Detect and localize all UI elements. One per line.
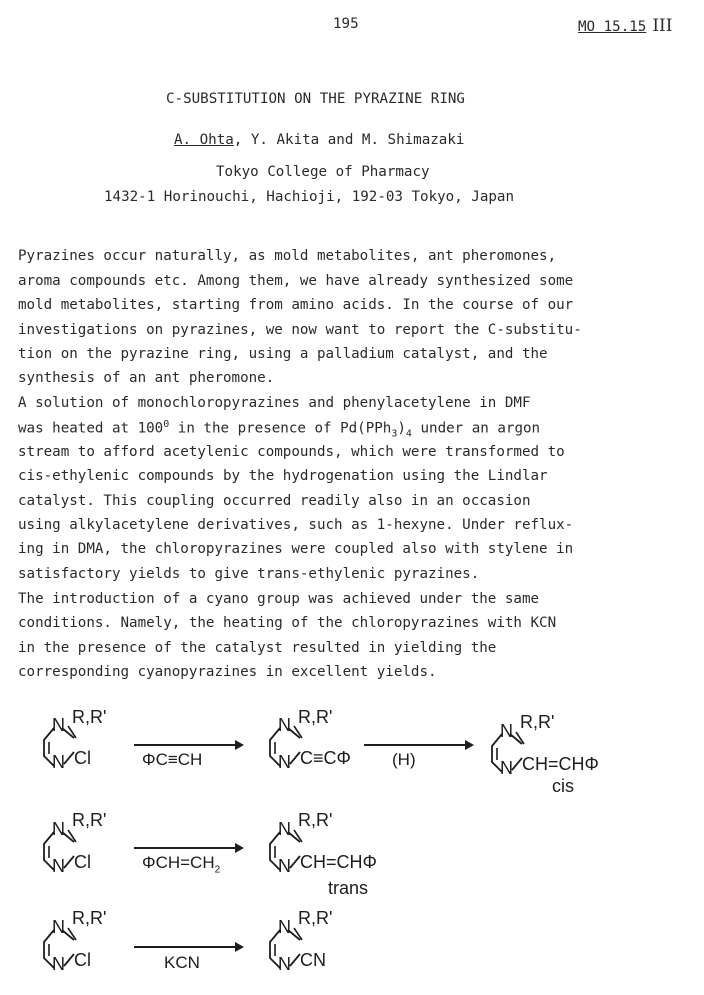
text-run: was heated at 100 <box>18 420 164 437</box>
substituent-label: R,R' <box>298 810 333 830</box>
body-line: synthesis of an ant pheromone. <box>18 370 275 386</box>
reagent-label <box>142 853 220 875</box>
text-run: in the presence of Pd(PPh <box>169 420 392 437</box>
subscript: 4 <box>405 428 412 440</box>
body-line: catalyst. This coupling occurred readily also in an occasion <box>18 493 531 509</box>
ring-nitrogen: N <box>278 752 291 772</box>
body-line: using alkylacetylene derivatives, such as 1-hexyne. Under reflux- <box>18 517 574 533</box>
reagent-subscript: 2 <box>214 864 221 876</box>
reaction-arrow <box>364 744 472 746</box>
page-number: 195 <box>333 16 359 32</box>
substituent-label: R,R' <box>72 707 107 727</box>
reagent-text: ΦCH=CH <box>142 853 215 872</box>
ring-nitrogen: N <box>500 721 513 741</box>
stereo-label: cis <box>552 776 574 796</box>
reagent-label: KCN <box>164 953 200 972</box>
ring-nitrogen: N <box>52 752 65 772</box>
affiliation-line-2: 1432-1 Horinouchi, Hachioji, 192-03 Tokyo, Japan <box>104 189 514 205</box>
body-line: ing in DMA, the chloropyrazines were coupled also with stylene in <box>18 541 574 557</box>
body-line: A solution of monochloropyrazines and phenylacetylene in DMF <box>18 395 531 411</box>
first-author: A. Ohta <box>174 132 234 148</box>
body-line: The introduction of a cyano group was achieved under the same <box>18 591 540 607</box>
reagent-label: (H) <box>392 750 416 769</box>
body-line: in the presence of the catalyst resulted in yielding the <box>18 640 497 656</box>
body-line: stream to afford acetylenic compounds, which were transformed to <box>18 444 565 460</box>
ring-nitrogen: N <box>278 856 291 876</box>
ring-nitrogen: N <box>52 715 65 735</box>
group-label: C≡CΦ <box>300 748 351 768</box>
paper-title: C-SUBSTITUTION ON THE PYRAZINE RING <box>166 91 465 107</box>
ref-code: MO 15.15 <box>578 19 647 35</box>
ring-nitrogen: N <box>278 917 291 937</box>
text-run: ) <box>397 420 406 437</box>
ring-nitrogen: N <box>52 954 65 974</box>
body-line: tion on the pyrazine ring, using a palladium catalyst, and the <box>18 346 548 362</box>
substituent-label: R,R' <box>298 908 333 928</box>
reaction-arrow <box>134 946 242 948</box>
group-label: CH=CHΦ <box>300 852 377 872</box>
other-authors: , Y. Akita and M. Shimazaki <box>233 132 465 148</box>
body-line: satisfactory yields to give trans-ethylenic pyrazines. <box>18 566 480 582</box>
group-label: Cl <box>74 950 91 970</box>
superscript: 0 <box>163 419 170 430</box>
ref-volume: III <box>652 16 673 36</box>
body-line: Pyrazines occur naturally, as mold metabolites, ant pheromones, <box>18 248 557 264</box>
ring-nitrogen: N <box>278 954 291 974</box>
body-line: conditions. Namely, the heating of the chloropyrazines with KCN <box>18 615 557 631</box>
substituent-label: R,R' <box>72 908 107 928</box>
affiliation-line-1: Tokyo College of Pharmacy <box>216 164 430 180</box>
body-line <box>18 419 540 440</box>
body-line: investigations on pyrazines, we now want to report the C-substitu- <box>18 322 582 338</box>
ring-nitrogen: N <box>52 917 65 937</box>
group-label: CN <box>300 950 326 970</box>
substituent-label: R,R' <box>520 712 555 732</box>
body-line: corresponding cyanopyrazines in excellent yields. <box>18 664 437 680</box>
ring-nitrogen: N <box>52 819 65 839</box>
subscript: 3 <box>391 428 398 440</box>
body-line: mold metabolites, starting from amino acids. In the course of our <box>18 297 574 313</box>
reagent-label: ΦC≡CH <box>142 750 203 769</box>
reaction-arrow <box>134 847 242 849</box>
ring-nitrogen: N <box>278 715 291 735</box>
body-line: aroma compounds etc. Among them, we have already synthesized some <box>18 273 574 289</box>
group-label: Cl <box>74 748 91 768</box>
ring-nitrogen: N <box>278 819 291 839</box>
text-run: under an argon <box>411 420 541 437</box>
group-label: CH=CHΦ <box>522 754 599 774</box>
group-label: Cl <box>74 852 91 872</box>
reaction-arrow <box>134 744 242 746</box>
stereo-label: trans <box>328 878 369 898</box>
substituent-label: R,R' <box>72 810 107 830</box>
authors <box>174 132 464 148</box>
reference-code <box>578 16 673 36</box>
ring-nitrogen: N <box>52 856 65 876</box>
substituent-label: R,R' <box>298 707 333 727</box>
body-line: cis-ethylenic compounds by the hydrogenation using the Lindlar <box>18 468 548 484</box>
ring-nitrogen: N <box>500 758 513 778</box>
